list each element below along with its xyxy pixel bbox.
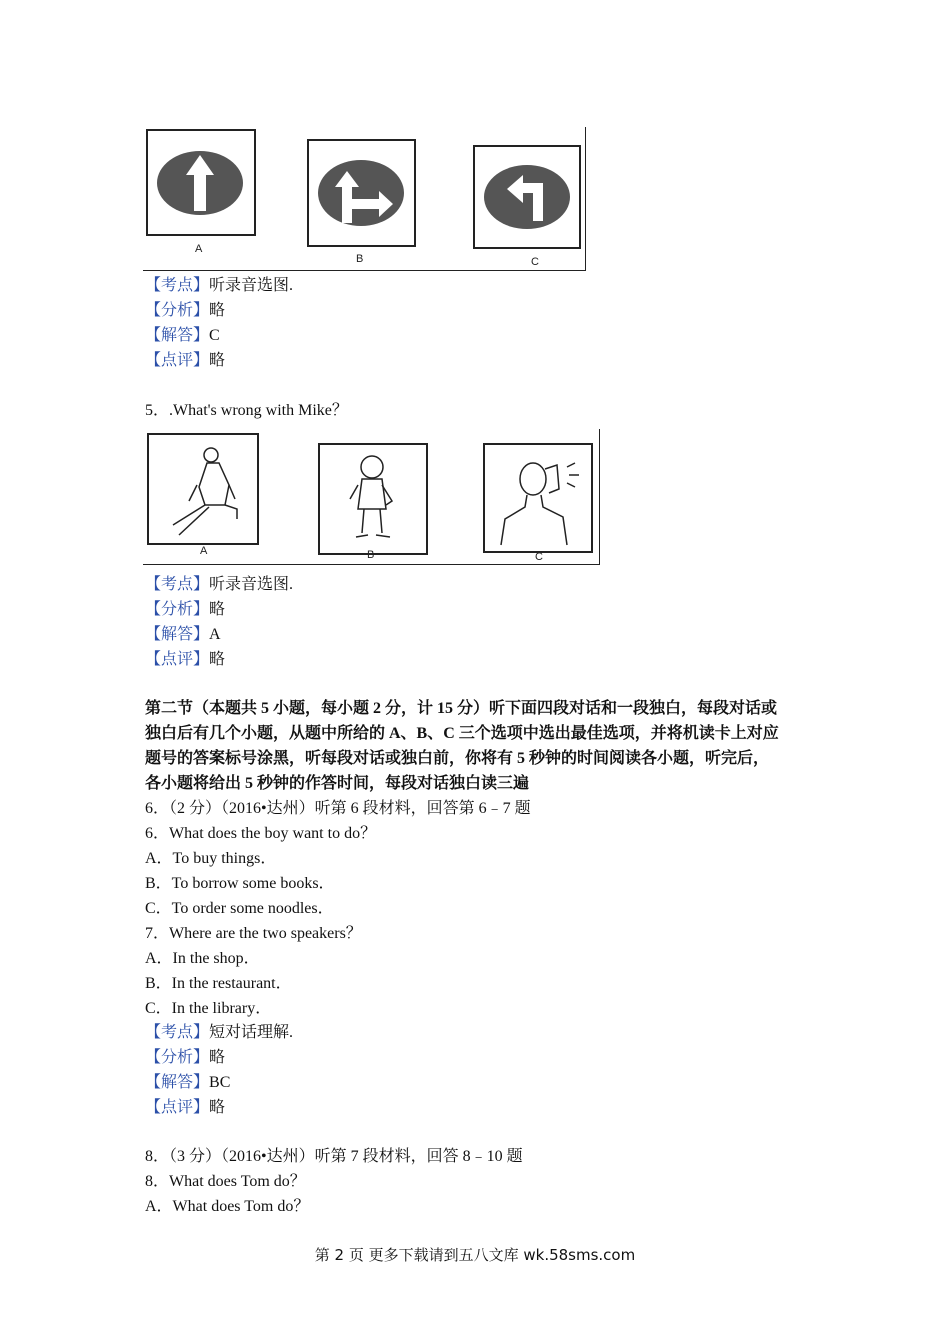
- q6-header: 6．（2 分）（2016•达州）听第 6 段材料，回答第 6﹣7 题: [145, 800, 531, 817]
- left-turn-arrow-sign-icon: [475, 147, 579, 247]
- q7-question: 7．Where are the two speakers？: [145, 925, 362, 942]
- person-hurt-leg-icon: [149, 435, 257, 543]
- person-headache-icon: [485, 445, 591, 551]
- q8-question: 8．What does Tom do？: [145, 1173, 306, 1190]
- q7-option-a: A．In the shop．: [145, 950, 260, 967]
- option-a-label: A: [195, 243, 203, 255]
- q5-figure: [143, 429, 600, 565]
- section2-line-1: 第二节（本题共 5 小题，每小题 2 分，计 15 分）听下面四段对话和一段独白，每段对话或: [145, 700, 778, 717]
- option-c-label: C: [531, 256, 539, 268]
- q7-option-b: B．In the restaurant．: [145, 975, 292, 992]
- q6-fenxi-line: 【分析】略: [145, 1049, 226, 1066]
- q4-fenxi-line: 【分析】略: [145, 302, 226, 319]
- option-a-panel: [147, 433, 259, 545]
- q6-kaodian-line: 【考点】短对话理解.: [145, 1024, 294, 1041]
- q7-option-c: C．In the library．: [145, 1000, 272, 1017]
- option-a-panel: [146, 129, 256, 236]
- straight-or-right-arrow-sign-icon: [309, 141, 414, 245]
- q6-jieda-line: 【解答】BC: [145, 1074, 231, 1091]
- q6-option-c: C．To order some noodles．: [145, 900, 334, 917]
- option-c-panel: [473, 145, 581, 249]
- option-c-label: C: [535, 551, 543, 563]
- q8-option-a: A．What does Tom do？: [145, 1198, 310, 1215]
- section2-line-2: 独白后有几个小题，从题中所给的 A、B、C 三个选项中选出最佳选项，并将机读卡上对应: [145, 725, 779, 742]
- page-footer: 第 2 页 更多下载请到五八文库 wk.58sms.com: [314, 1246, 636, 1264]
- section2-line-4: 各小题将给出 5 秒钟的作答时间，每段对话独白读三遍: [145, 775, 530, 792]
- q6-question: 6．What does the boy want to do？: [145, 825, 377, 842]
- q6-dianping-line: 【点评】略: [145, 1099, 226, 1116]
- option-a-label: A: [200, 545, 208, 557]
- option-b-panel: [318, 443, 428, 555]
- q5-fenxi-line: 【分析】略: [145, 601, 226, 618]
- option-c-panel: [483, 443, 593, 553]
- section2-line-3: 题号的答案标号涂黑，听每段对话或独白前，你将有 5 秒钟的时间阅读各小题，听完后，: [145, 750, 770, 767]
- straight-arrow-sign-icon: [148, 131, 254, 234]
- q6-option-a: A．To buy things．: [145, 850, 277, 867]
- q4-figure: [143, 127, 586, 271]
- q6-option-b: B．To borrow some books．: [145, 875, 335, 892]
- q5-dianping-line: 【点评】略: [145, 651, 226, 668]
- q5-jieda-line: 【解答】A: [145, 626, 221, 643]
- q4-jieda-line: 【解答】C: [145, 327, 220, 344]
- option-b-label: B: [367, 549, 375, 561]
- q8-header: 8．（3 分）（2016•达州）听第 7 段材料，回答 8﹣10 题: [145, 1148, 523, 1165]
- q5-kaodian-line: 【考点】听录音选图.: [145, 576, 294, 593]
- boy-hurt-arm-icon: [320, 445, 426, 553]
- q5-question: 5．.What's wrong with Mike？: [145, 402, 348, 419]
- q4-dianping-line: 【点评】略: [145, 352, 226, 369]
- q4-kaodian-line: 【考点】听录音选图.: [145, 277, 294, 294]
- option-b-panel: [307, 139, 416, 247]
- option-b-label: B: [356, 253, 364, 265]
